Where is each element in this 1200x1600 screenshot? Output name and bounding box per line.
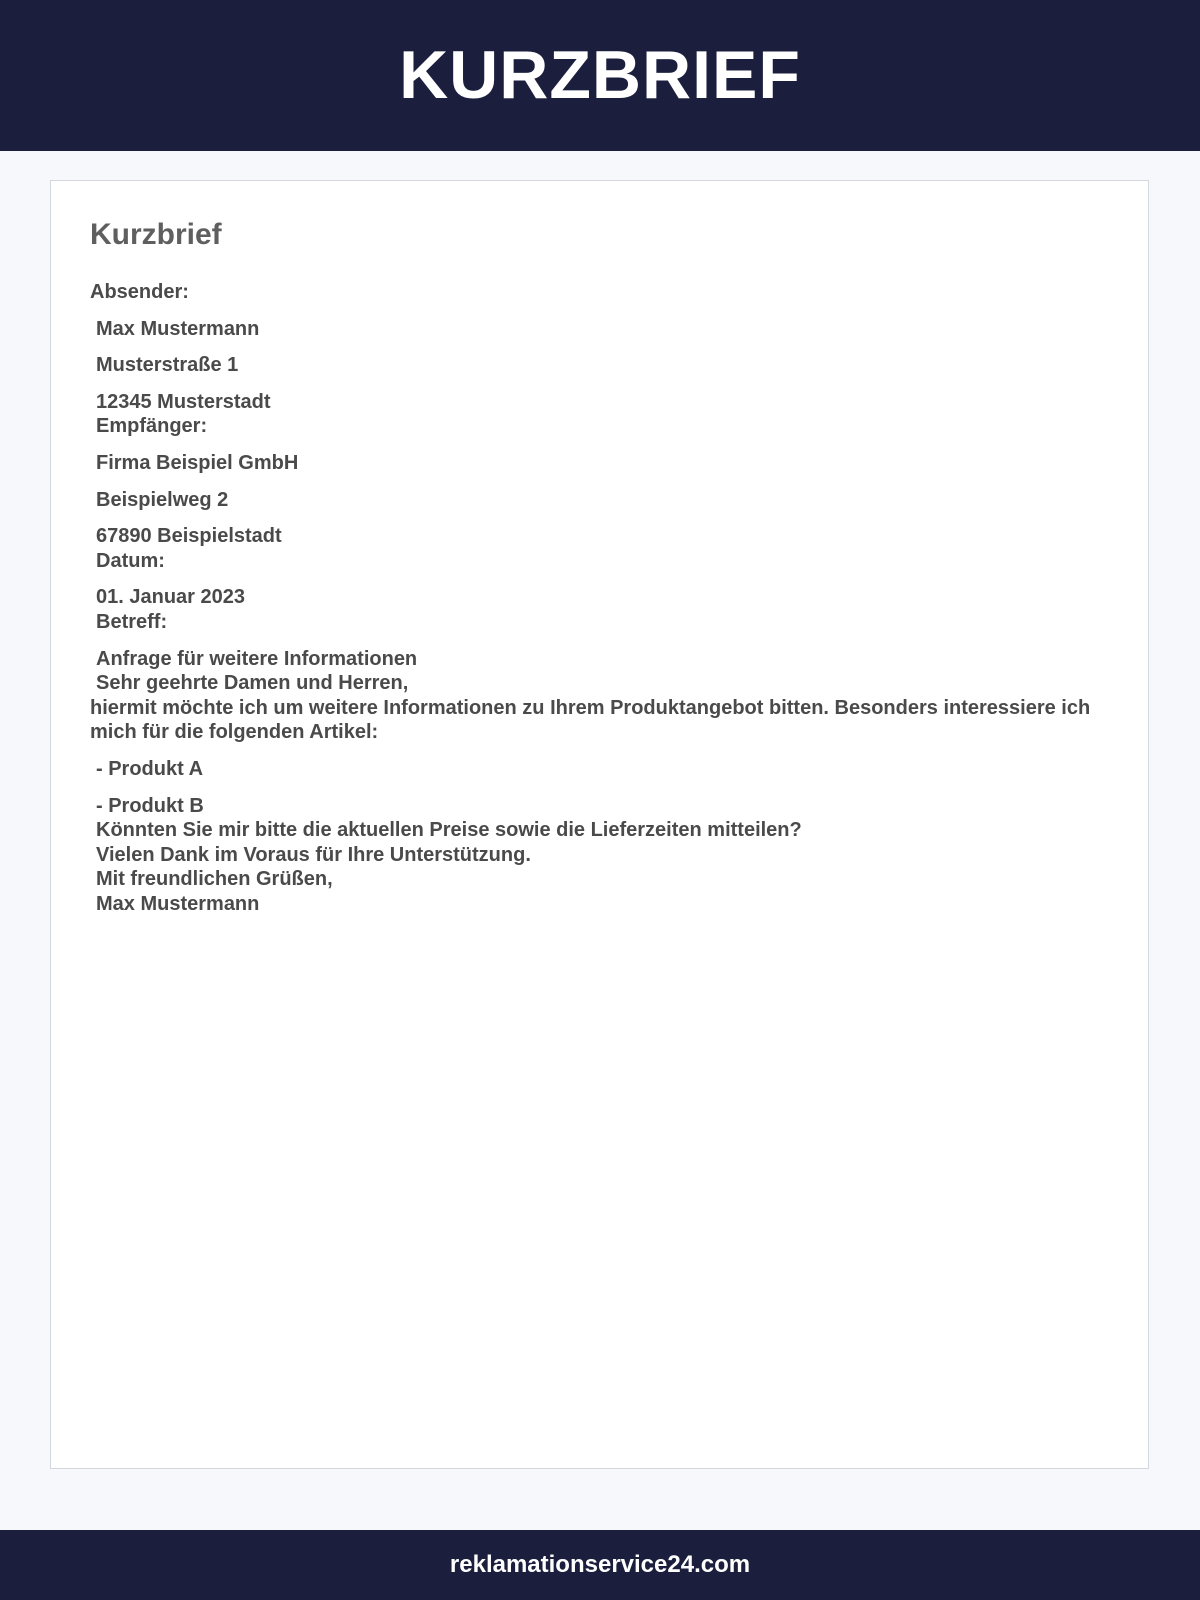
list-item: - Produkt B bbox=[96, 794, 204, 817]
recipient-name: Firma Beispiel GmbH bbox=[96, 451, 299, 474]
recipient-city: 67890 Beispielstadt bbox=[96, 525, 282, 548]
closing-line: Mit freundlichen Grüßen, bbox=[96, 868, 333, 891]
subject-value: Anfrage für weitere Informationen bbox=[96, 647, 418, 670]
subject-label: Betreff: bbox=[96, 610, 168, 633]
page-header bbox=[0, 0, 1200, 151]
sender-street: Musterstraße 1 bbox=[96, 354, 239, 377]
sender-name: Max Mustermann bbox=[96, 317, 260, 340]
intro-paragraph: hiermit möchte ich um weitere Informationen zu Ihrem Produktangebot bitten. Besonders interessiere ich mich für die folgenden Artikel: bbox=[90, 696, 1091, 744]
letter-title: Kurzbrief bbox=[90, 218, 222, 251]
letter-body bbox=[90, 280, 1105, 916]
thanks-paragraph: Vielen Dank im Voraus für Ihre Unterstützung. bbox=[96, 843, 531, 866]
recipient-street: Beispielweg 2 bbox=[96, 488, 229, 511]
sender-label: Absender: bbox=[90, 281, 189, 303]
date-value: 01. Januar 2023 bbox=[96, 586, 245, 609]
question-paragraph: Könnten Sie mir bitte die aktuellen Preise sowie die Lieferzeiten mitteilen? bbox=[96, 819, 802, 842]
signature: Max Mustermann bbox=[96, 892, 260, 915]
recipient-label: Empfänger: bbox=[96, 415, 208, 438]
page-footer bbox=[0, 1530, 1200, 1600]
footer-link[interactable]: reklamationservice24.com bbox=[449, 1551, 751, 1578]
list-item: - Produkt A bbox=[96, 757, 204, 780]
salutation: Sehr geehrte Damen und Herren, bbox=[96, 672, 409, 695]
sender-city: 12345 Musterstadt bbox=[96, 390, 271, 413]
date-label: Datum: bbox=[96, 549, 165, 572]
header-title: KURZBRIEF bbox=[399, 36, 801, 113]
